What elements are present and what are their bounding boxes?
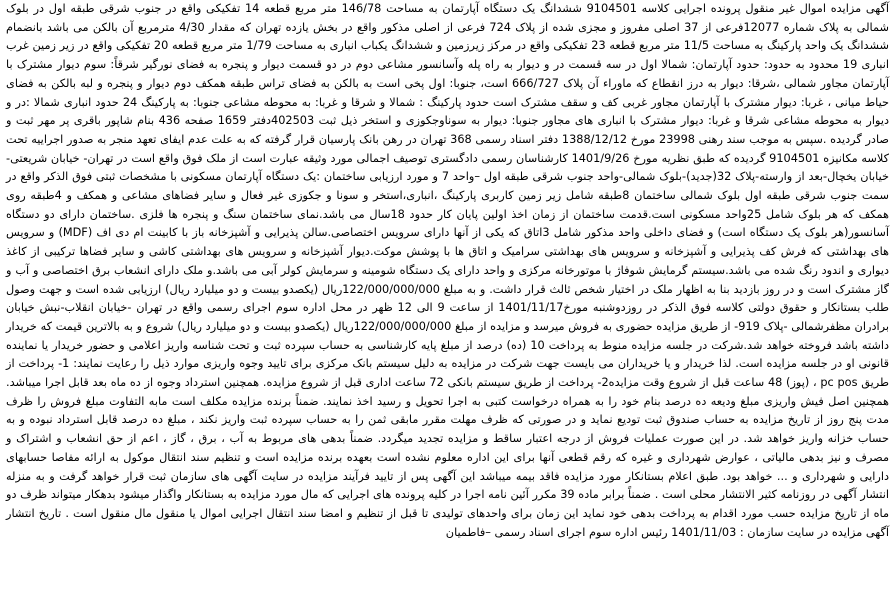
auction-notice-text: آگهی مزایده اموال غیر منقول پرونده اجرایی کلاسه 9104501 ششدانگ یک دستگاه آپارتمان به مساحت 146/78 متر مربع قطعه 14 تفکیکی واقع در جنوب شرقی طبقه اول در بلوک شمالی به پلاک شماره 12077فرعی از 37 اصلی مفروز و مجزی شده از پلاک 724 فرعی از اصلی مذکور واقع در بخش یازده تهران که مقدار 4/30 مترمربع آن بالکن می باشد بانضمام ششدانگ یک واحد پارکینگ به مساحت 11/5 متر مربع قطعه 23 تفکیکی واقع در مرکز زیرزمین و ششدانگ یکباب انباری به مساحت 1/79 متر مربع قطعه 20 تفکیکی واقع در زیر زمین غرب انباری 19 محدود به حدود: حدود آپارتمان: شمالا اول در سه قسمت در و دیوار به راه پله وآسانسور مشاعی دوم در دو قسمت دیوار و پنجره به فضای نورگیر شرقاً: سوم دیوار مشترک با آپارتمان مجاور شمالی ،شرقا: دیوار به درز انقطاع که ماوراء آن پلاک 666/727 است، جنوبا: اول پخی است به بالکن به فضای تراس طبقه همکف دوم دیوار و پنجره و لبه بالکن به فضای حیاط میانی ، غربا: دیوار مشترک با آپارتمان مجاور غربی کف و سقف مشترک است حدود پارکینگ : شمالا و شرقا و غربا: به محوطه مشاعی جنوبا: به پارکینگ 24 حدود انباری شمالا :در و دیوار به محوطه مشاعی شرقا و غربا: دیوار مشترک با انباری های مجاور جنوبا: دیوار به سوناوجکوزی و استخر ذیل ثبت 402503دفتر 1659 صفحه 436 بنام شاپور باقری پر مهر ثبت و صادر گردیده .سپس به موجب سند رهنی 23998 مورخ 1388/12/12 دفتر اسناد رسمی 368 تهران در رهن بانک پارسیان قرار گرفته که به علت عدم ایفای تعهد منجر به صدور اجراییه تحت کلاسه مکانیزه 9104501 گردیده که طبق نظریه مورخ 1401/9/26 کارشناسان رسمی دادگستری توصیف اجمالی مورد وثیقه عبارت است از ملک فوق واقع است در تهران- خیابان شریعتی-خیابان یخچال-بعد از وارسته-پلاک 32(جدید)-بلوک شمالی-واحد جنوب شرقی طبقه اول –واحد 7 و مورد ارزیابی ساختمان :یک دستگاه آپارتمان مسکونی با مشخصات ثبتی فوق الذکر واقع در سمت جنوب شرقی طبقه اول بلوک شمالی ساختمان 8طبقه شامل زیر زمین کاربری پارکینگ ،انباری،استخر و سونا و جکوزی غیر فعال و سایر فضاهای مشاعی و همکف و 4طبقه روی همکف که هر بلوک شامل 25واحد مسکونی است.قدمت ساختمان از زمان اخذ اولین پایان کار حدود 18سال می باشد.نمای ساختمان سنگ و پنجره ها فلزی .ساختمان دارای دو دستگاه آسانسور(هر بلوک یک دستگاه است) و فضای داخلی واحد مذکور شامل 3اتاق که یکی از آنها دارای سرویس اختصاصی.سالن پذیرایی و آشپزخانه باز با کابینت ام دی اف (MDF) و سرویس های بهداشتی که فرش کف پذیرایی و آشپزخانه و سرویس های بهداشتی سرامیک و اتاق ها با پوشش موکت.دیوار آشپزخانه و سرویس های بهداشتی کاشی و سایر فضاها ترکیبی از کاغذ دیواری و اندود رنگ شده می باشد.سیستم گرمایش شوفاژ با موتورخانه مرکزی و واحد دارای یک دستگاه شومینه و سرمایش کولر آبی می باشد.و ملک دارای انشعاب برق اختصاصی و آب و گاز مشترک است و در روز بازدید بنا به اظهار ملک در اختیار شخص ثالث قرار داشت. و به مبلغ 122/000/000/000ریال (یکصدو بیست و دو میلیارد ریال) ارزیابی شده است و جهت وصول طلب بستانکار و حقوق دولتی کلاسه فوق الذکر در روزدوشنبه مورخ1401/11/17 از ساعت 9 الی 12 ظهر در محل اداره سوم اجرای رسمی واقع در تهران -خیابان انقلاب-نبش خیابان برادران مظفرشمالی -پلاک 919- از طریق مزایده حضوری به فروش میرسد و مزایده از مبلغ 122/000/000/000ریال (یکصدو بیست و دو میلیارد ریال) شروع و به بالاترین قیمت که خریدار داشته باشد فروخته خواهد شد.شرکت در جلسه مزایده منوط به پرداخت 10 (ده) درصد از مبلغ پایه کارشناسی به حساب سپرده ثبت و تحت شناسه واریز اعلامی و حضور خریدار یا نماینده قانونی او در جلسه مزایده است. لذا خریدار و یا خریداران می بایست جهت شرکت در مزایده به دلیل سیستم بانک مرکزی برای تایید وجوه واریزی موارد ذیل را رعایت نمایند: 1- پرداخت از طریق pc pos ، (پوز) 48 ساعت قبل از شروع وقت مزایده2- پرداخت از طریق سیستم بانکی 72 ساعت اداری قبل از شروع مزایده. همچنین استرداد وجوه از ده ماه بعد قابل اجرا میباشد. همچنین اصل فیش واریزی مبلغ ودیعه ده درصد بنام خود را به همراه درخواست کتبی به اجرا تحویل و رسید اخذ نمایند. ضمناً برنده مزایده مکلف است مابه التفاوت مبلغ فروش را ظرف مدت پنج روز از تاریخ مزایده به حساب صندوق ثبت تودیع نماید و در صورتی که ظرف مهلت مقرر مابقی ثمن را به حساب سپرده ثبت واریز نکند ، مبلغ ده درصد قابل استرداد نبوده و به حساب خزانه واریز خواهد شد. در این صورت عملیات فروش از درجه اعتبار ساقط و مزایده تجدید میگردد. ضمناً بدهی های مربوط به آب ، برق ، گاز ، اعم از حق انشعاب و اشتراک و مصرف و نیز بدهی مالیاتی ، عوارض شهرداری و غیره که رقم قطعی آنها برای این اداره معلوم نشده است بعهده برنده مزایده است و تنظیم سند انتقال موکول به ارائه مفاصا حسابهای دارایی و شهرداری و ... خواهد بود. طبق اعلام بستانکار مورد مزایده فاقد بیمه میباشد این آگهی پس از تایید فرآیند مزایده در سایت آگهی های سازمان ثبت قرار خواهد گرفت و به منزله انتشار آگهی در روزنامه کثیر الانتشار محلی است . ضمناً برابر ماده 39 مکرر آئین نامه اجرا در کلیه پرونده های اجرایی که مال مورد مزایده به بستانکار واگذار میشود بدهکار میتواند ظرف دو ماه از تاریخ مزایده حسب مورد اقدام به پرداخت بدهی خود نماید این زمان برای واحدهای تولیدی تا قبل از تنظیم و امضا سند انتقال اجرایی اموال یا منقول مال منقول است . تاریخ انتشار آگهی مزایده در سایت سازمان : 1401/11/03 رئیس اداره سوم اجرای اسناد رسمی –فاطمیان xyxy=(6,2,890,539)
auction-notice xyxy=(6,0,889,542)
